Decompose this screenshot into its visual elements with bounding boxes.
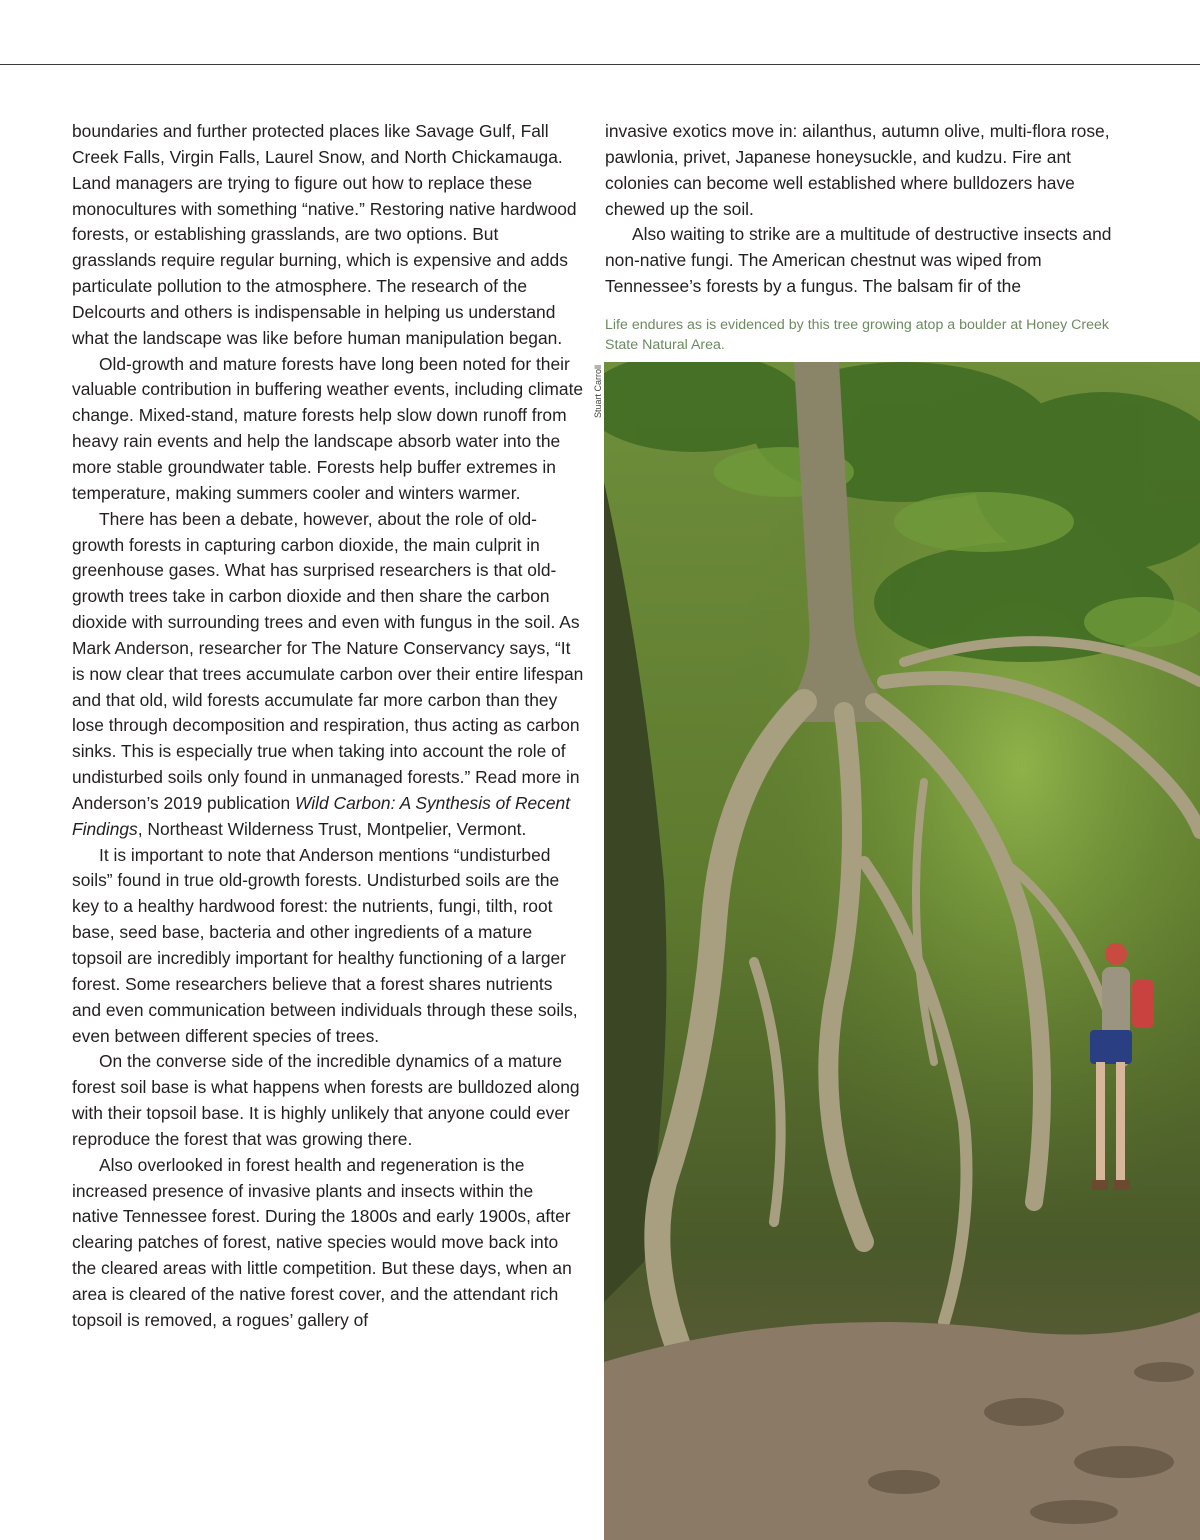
forest-photo [604,362,1200,1540]
paragraph-7: invasive exotics move in: ailanthus, autumn olive, multi-flora rose, pawlonia, privet, Japanese honeysuckle, and kudzu. Fire ant colonies can become well established where bulldozers have chewed up the soil. [605,121,1110,219]
paragraph-8: Also waiting to strike are a multitude of destructive insects and non-native fungi. The American chestnut was wiped from Tennessee’s forests by a fungus. The balsam fir of the [605,224,1112,297]
paragraph-6: Also overlooked in forest health and regeneration is the increased presence of invasive plants and insects within the native Tennessee forest. During the 1800s and early 1900s, after clearing patches of forest, native species would move back into the cleared areas with little competition. But these days, when an area is cleared of the native forest cover, and the attendant rich topsoil is removed, a rogues’ gallery of [72,1154,572,1330]
photo-credit-text: Stuart Carroll [593,364,603,418]
paragraph-3 [72,507,584,843]
publication-title: Wild Carbon: A Synthesis of Recent Findings [72,792,571,839]
left-text-column [72,119,584,1334]
paragraph-4: It is important to note that Anderson mentions “undisturbed soils” found in true old-growth forests. Undisturbed soils are the key to a healthy hardwood forest: the nutrients, fungi, tilth, root base, seed base, bacteria and other ingredients of a mature topsoil are incredibly important for healthy functioning of a larger forest. Some researchers believe that a forest shares nutrients and even communication between individuals through these soils, even between different species of trees. [72,844,578,1046]
top-rule [0,64,1200,65]
tree-roots-illustration [604,362,1200,1540]
photo-caption: Life endures as is evidenced by this tree growing atop a boulder at Honey Creek State Natural Area. [605,317,1109,353]
right-text-column [605,119,1120,300]
paragraph-3-text: There has been a debate, however, about the role of old-growth forests in capturing carbon dioxide, the main culprit in greenhouse gases. What has surprised researchers is that old-growth trees take in carbon dioxide and then share the carbon dioxide with surrounding trees and even with fungus in the soil. As Mark Anderson, researcher for The Nature Conservancy says, “It is now clear that trees accumulate carbon over their entire lifespan and that old, wild forests accumulate far more carbon than they lose through decomposition and respiration, thus acting as carbon sinks. This is especially true when taking into account the role of undisturbed soils only found in unmanaged forests.” Read more in Anderson’s 2019 publication [72,508,584,813]
paragraph-1: boundaries and further protected places like Savage Gulf, Fall Creek Falls, Virgin Falls, Laurel Snow, and North Chickamauga. Land managers are trying to figure out how to replace these monocultures with something “native.” Restoring native hardwood forests, or establishing grasslands, are two options. But grasslands require regular burning, which is expensive and adds particulate pollution to the atmosphere. The research of the Delcourts and others is indispensable in helping us understand what the landscape was like before human manipulation began. [72,121,577,348]
paragraph-5: On the converse side of the incredible dynamics of a mature forest soil base is what happens when forests are bulldozed along with their topsoil base. It is highly unlikely that anyone could ever reproduce the forest that was growing there. [72,1051,580,1149]
paragraph-2: Old-growth and mature forests have long been noted for their valuable contribution in buffering weather events, including climate change. Mixed-stand, mature forests help slow down runoff from heavy rain events and help the landscape absorb water into the more stable groundwater table. Forests help buffer extremes in temperature, making summers cooler and winters warmer. [72,353,584,503]
paragraph-3-tail: , Northeast Wilderness Trust, Montpelier, Vermont. [137,818,527,839]
